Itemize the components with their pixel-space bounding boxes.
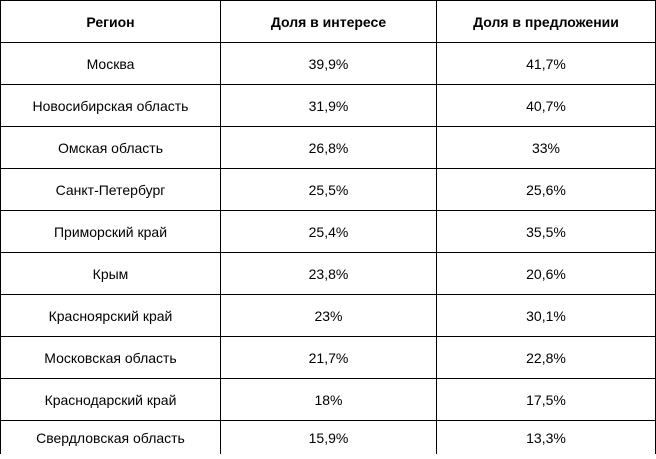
cell-offer-share: 17,5% [437,379,656,421]
header-interest-share: Доля в интересе [221,1,437,43]
cell-offer-share: 25,6% [437,169,656,211]
cell-offer-share: 13,3% [437,421,656,455]
table-row [1,295,656,337]
table-row [1,85,656,127]
cell-offer-share: 22,8% [437,337,656,379]
cell-interest-share: 39,9% [221,43,437,85]
cell-region: Красноярский край [1,295,221,337]
table-row [1,253,656,295]
table-row [1,127,656,169]
cell-region: Приморский край [1,211,221,253]
cell-interest-share: 25,4% [221,211,437,253]
cell-region: Свердловская область [1,421,221,455]
table-row [1,379,656,421]
cell-offer-share: 33% [437,127,656,169]
cell-region: Новосибирская область [1,85,221,127]
cell-offer-share: 35,5% [437,211,656,253]
cell-interest-share: 21,7% [221,337,437,379]
cell-region: Крым [1,253,221,295]
cell-offer-share: 30,1% [437,295,656,337]
cell-interest-share: 23% [221,295,437,337]
cell-region: Санкт-Петербург [1,169,221,211]
table-header-row [1,1,656,43]
table-body [1,43,656,455]
cell-interest-share: 18% [221,379,437,421]
header-offer-share: Доля в предложении [437,1,656,43]
cell-interest-share: 31,9% [221,85,437,127]
cell-region: Московская область [1,337,221,379]
cell-region: Краснодарский край [1,379,221,421]
table-row [1,169,656,211]
cell-region: Омская область [1,127,221,169]
header-region: Регион [1,1,221,43]
cell-interest-share: 26,8% [221,127,437,169]
table-row [1,337,656,379]
cell-offer-share: 40,7% [437,85,656,127]
table-row [1,211,656,253]
cell-offer-share: 41,7% [437,43,656,85]
cell-offer-share: 20,6% [437,253,656,295]
cell-region: Москва [1,43,221,85]
cell-interest-share: 23,8% [221,253,437,295]
cell-interest-share: 25,5% [221,169,437,211]
cell-interest-share: 15,9% [221,421,437,455]
table-row [1,421,656,455]
table-row [1,43,656,85]
